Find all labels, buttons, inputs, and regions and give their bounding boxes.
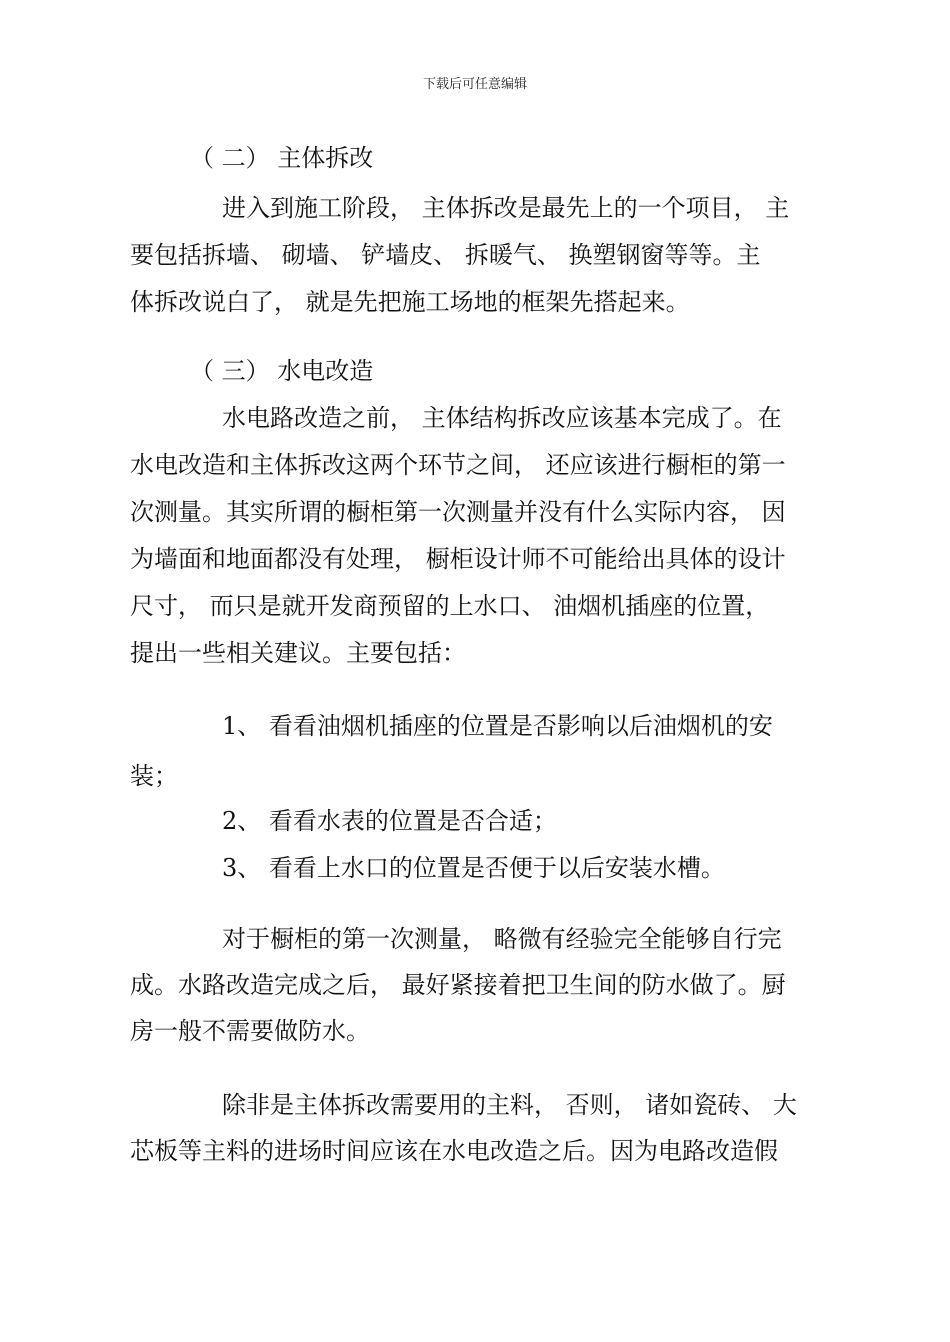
- paragraph-line: 尺寸， 而只是就开发商预留的上水口、 油烟机插座的位置，: [130, 592, 770, 620]
- paragraph-line: 芯板等主料的进场时间应该在水电改造之后。因为电路改造假: [130, 1137, 778, 1165]
- list-item-3: 3、 看看上水口的位置是否便于以后安装水槽。: [222, 854, 725, 882]
- list-item-2: 2、 看看水表的位置是否合适；: [222, 807, 557, 835]
- list-item-1: [130, 701, 850, 801]
- paragraph-line: 成。水路改造完成之后， 最好紧接着把卫生间的防水做了。厨: [130, 971, 786, 999]
- paragraph-line: 体拆改说白了， 就是先把施工场地的框架先搭起来。: [130, 288, 690, 316]
- page-header: 下载后可任意编辑: [422, 77, 527, 92]
- paragraph-line: 为墙面和地面都没有处理， 橱柜设计师不可能给出具体的设计: [130, 545, 786, 573]
- paragraph-line: 水电改造和主体拆改这两个环节之间， 还应该进行橱柜的第一: [130, 451, 786, 479]
- section-heading-2: （ 二） 主体拆改: [190, 144, 374, 172]
- paragraph-line: 提出一些相关建议。主要包括：: [130, 639, 466, 667]
- paragraph-line: 次测量。其实所谓的橱柜第一次测量并没有什么实际内容， 因: [130, 498, 786, 526]
- paragraph-measure: [130, 916, 850, 1054]
- paragraph-line: 要包括拆墙、 砌墙、 铲墙皮、 拆暖气、 换塑钢窗等等。主: [130, 241, 761, 269]
- paragraph-line: 进入到施工阶段， 主体拆改是最先上的一个项目， 主: [222, 194, 790, 222]
- paragraph-line: 对于橱柜的第一次测量， 略微有经验完全能够自行完: [222, 925, 782, 953]
- paragraph-line: 房一般不需要做防水。: [130, 1017, 370, 1045]
- paragraph-demolition: [130, 185, 850, 326]
- paragraph-materials: [130, 1082, 850, 1174]
- list-item-line: 1、 看看油烟机插座的位置是否影响以后油烟机的安: [222, 712, 773, 740]
- paragraph-line: 除非是主体拆改需要用的主料， 否则， 诸如瓷砖、 大: [222, 1091, 797, 1119]
- list-item-line: 装；: [130, 762, 178, 790]
- paragraph-plumbing: [130, 395, 850, 677]
- section-heading-3: （ 三） 水电改造: [190, 357, 374, 385]
- paragraph-line: 水电路改造之前， 主体结构拆改应该基本完成了。在: [222, 404, 782, 432]
